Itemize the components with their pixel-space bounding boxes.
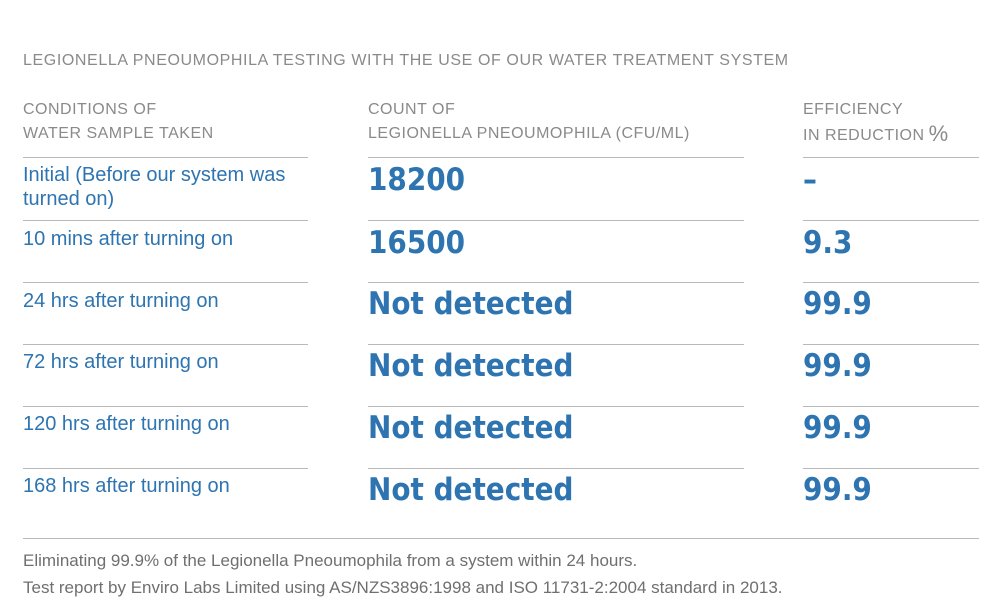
row-divider xyxy=(368,406,744,407)
header-efficiency-line1: EFFICIENCY xyxy=(803,101,904,118)
header-conditions-line2: WATER SAMPLE TAKEN xyxy=(23,125,214,142)
row-divider xyxy=(803,344,979,345)
count-cell: Not detected xyxy=(368,348,574,384)
footer-summary: Eliminating 99.9% of the Legionella Pneoumophila from a system within 24 hours. xyxy=(23,551,638,570)
row-divider xyxy=(23,282,308,283)
count-cell: Not detected xyxy=(368,410,574,446)
header-count-line1: COUNT OF xyxy=(368,101,456,118)
footer-source: Test report by Enviro Labs Limited using AS/NZS3896:1998 and ISO 11731-2:2004 standard in 2013. xyxy=(23,578,783,597)
efficiency-cell: 99.9 xyxy=(803,286,872,322)
efficiency-cell: 9.3 xyxy=(803,225,853,261)
condition-cell: 72 hrs after turning on xyxy=(23,351,219,373)
row-divider xyxy=(368,220,744,221)
row-divider xyxy=(803,406,979,407)
row-divider xyxy=(803,157,979,158)
count-cell: 18200 xyxy=(368,162,466,198)
row-divider xyxy=(23,220,308,221)
efficiency-cell: 99.9 xyxy=(803,472,872,508)
row-divider xyxy=(368,157,744,158)
row-divider xyxy=(368,468,744,469)
count-cell: 16500 xyxy=(368,225,466,261)
efficiency-cell: 99.9 xyxy=(803,348,872,384)
table-title: LEGIONELLA PNEOUMOPHILA TESTING WITH THE USE OF OUR WATER TREATMENT SYSTEM xyxy=(23,52,789,69)
header-efficiency-text: IN REDUCTION xyxy=(803,127,925,144)
row-divider xyxy=(803,282,979,283)
condition-cell: 168 hrs after turning on xyxy=(23,475,230,497)
condition-cell: 120 hrs after turning on xyxy=(23,413,230,435)
count-cell: Not detected xyxy=(368,472,574,508)
row-divider xyxy=(803,468,979,469)
header-efficiency-line2 xyxy=(803,122,949,148)
header-count xyxy=(368,98,690,146)
condition-cell: Initial (Before our system was turned on) xyxy=(23,164,286,210)
row-divider xyxy=(368,344,744,345)
header-count-line2: LEGIONELLA PNEOUMOPHILA (CFU/ML) xyxy=(368,125,690,142)
row-divider xyxy=(23,468,308,469)
efficiency-cell: 99.9 xyxy=(803,410,872,446)
row-divider xyxy=(23,406,308,407)
footer-divider xyxy=(23,538,979,539)
header-conditions-line1: CONDITIONS OF xyxy=(23,101,157,118)
row-divider xyxy=(23,344,308,345)
condition-cell: 24 hrs after turning on xyxy=(23,290,219,312)
header-conditions xyxy=(23,98,214,146)
percent-symbol: % xyxy=(928,121,949,146)
row-divider xyxy=(23,157,308,158)
count-cell: Not detected xyxy=(368,286,574,322)
condition-cell: 10 mins after turning on xyxy=(23,228,234,250)
row-divider xyxy=(803,220,979,221)
header-efficiency xyxy=(803,98,949,148)
row-divider xyxy=(368,282,744,283)
efficiency-cell: – xyxy=(803,162,817,198)
